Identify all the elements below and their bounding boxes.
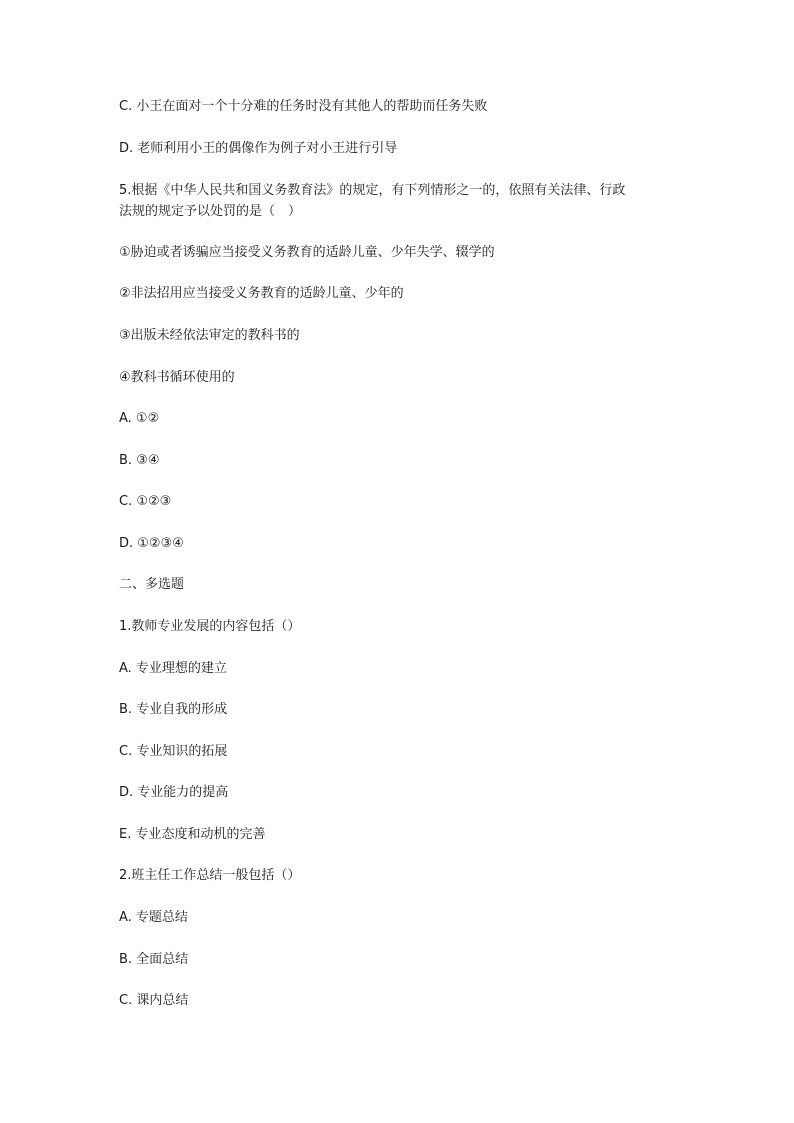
question-5-stem-line-1: 5.根据《中华人民共和国义务教育法》的规定，有下列情形之一的，依照有关法律、行政	[119, 183, 626, 198]
question-5-item-2: ②非法招用应当接受义务教育的适龄儿童、少年的	[119, 286, 404, 301]
multi-question-1-option-d: D. 专业能力的提高	[119, 785, 229, 800]
question-5-stem-line-2: 法规的规定予以处罚的是（ ）	[119, 204, 302, 219]
multi-question-1-option-c: C. 专业知识的拓展	[119, 744, 228, 759]
multi-question-1-option-e: E. 专业态度和动机的完善	[119, 827, 266, 842]
question-5-item-4: ④教科书循环使用的	[119, 370, 235, 385]
multi-question-2-option-a: A. 专题总结	[119, 910, 188, 925]
question-5-option-b: B. ③④	[119, 453, 160, 468]
multi-question-1-stem: 1.教师专业发展的内容包括（）	[119, 619, 301, 634]
section-heading-multiple-choice: 二、多选题	[119, 577, 185, 592]
multi-question-1-option-b: B. 专业自我的形成	[119, 702, 228, 717]
question-5-option-c: C. ①②③	[119, 494, 172, 509]
prev-question-option-d: D. 老师利用小王的偶像作为例子对小王进行引导	[119, 141, 398, 156]
question-5-option-a: A. ①②	[119, 411, 160, 426]
question-5-item-1: ①胁迫或者诱骗应当接受义务教育的适龄儿童、少年失学、辍学的	[119, 245, 495, 260]
question-5-item-3: ③出版未经依法审定的教科书的	[119, 328, 300, 343]
question-5-option-d: D. ①②③④	[119, 536, 184, 551]
multi-question-2-option-c: C. 课内总结	[119, 993, 189, 1008]
multi-question-1-option-a: A. 专业理想的建立	[119, 661, 227, 676]
prev-question-option-c: C. 小王在面对一个十分难的任务时没有其他人的帮助而任务失败	[119, 99, 488, 114]
multi-question-2-option-b: B. 全面总结	[119, 952, 189, 967]
multi-question-2-stem: 2.班主任工作总结一般包括（）	[119, 868, 301, 883]
